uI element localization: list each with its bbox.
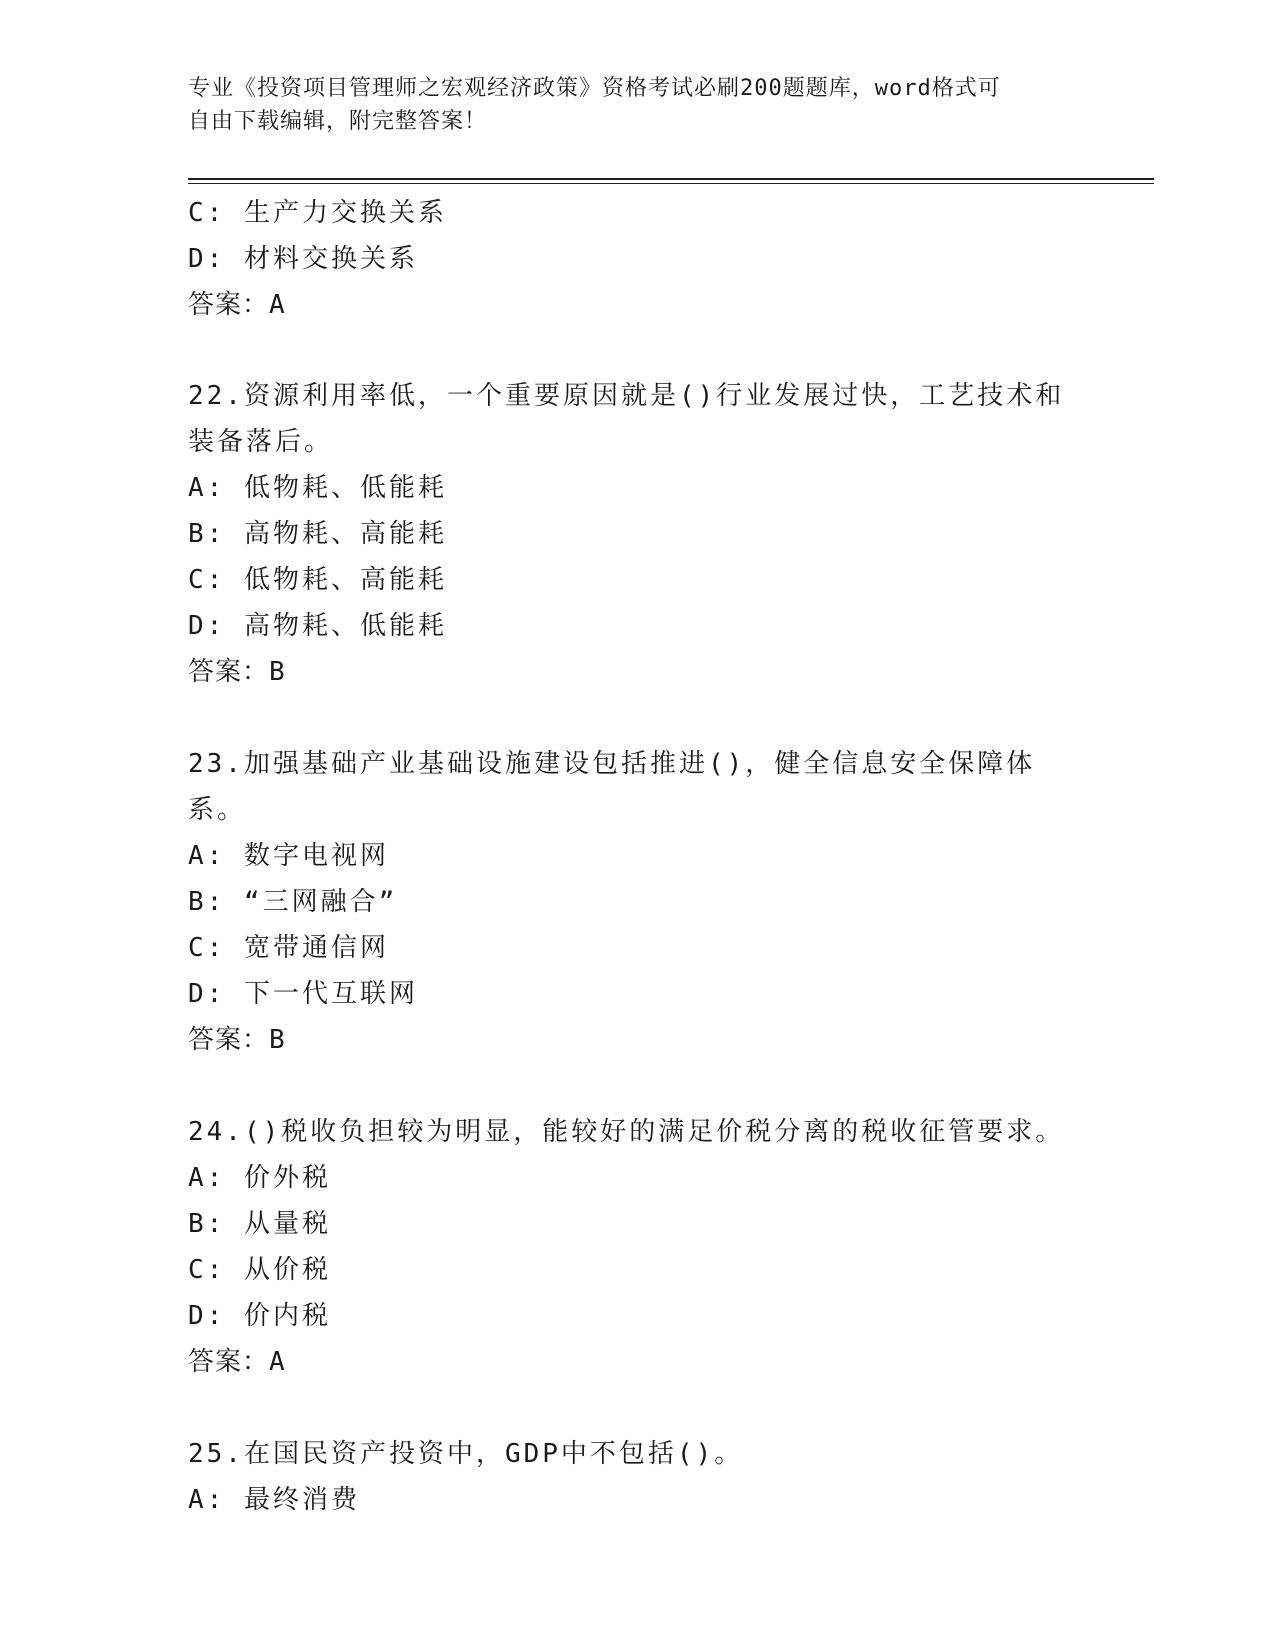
header-divider-thick <box>188 178 1154 180</box>
question-stem: 22.资源利用率低，一个重要原因就是()行业发展过快，工艺技术和装备落后。 <box>188 381 1065 457</box>
document-header <box>188 72 1068 138</box>
question-stem: 23.加强基础产业基础设施建设包括推进()，健全信息安全保障体系。 <box>188 749 1036 825</box>
header-divider-thin <box>188 183 1154 184</box>
header-line-2: 自由下载编辑，附完整答案！ <box>188 109 488 134</box>
question-22 <box>188 373 1088 695</box>
option-b: B: “三网融合” <box>188 887 398 917</box>
option-a: A: 低物耗、低能耗 <box>188 473 447 503</box>
option-a: A: 最终消费 <box>188 1485 360 1515</box>
option-c: C: 生产力交换关系 <box>188 198 447 228</box>
question-23 <box>188 741 1088 1063</box>
answer-label: 答案：B <box>188 657 286 687</box>
option-a: A: 数字电视网 <box>188 841 389 871</box>
answer-label: 答案：B <box>188 1025 286 1055</box>
option-d: D: 材料交换关系 <box>188 244 418 274</box>
option-b: B: 高物耗、高能耗 <box>188 519 447 549</box>
question-21-continuation <box>188 190 1088 328</box>
option-b: B: 从量税 <box>188 1209 331 1239</box>
question-list <box>188 190 1088 1523</box>
option-c: C: 宽带通信网 <box>188 933 389 963</box>
answer-label: 答案：A <box>188 1347 286 1377</box>
question-24 <box>188 1109 1088 1385</box>
question-stem: 24.()税收负担较为明显，能较好的满足价税分离的税收征管要求。 <box>188 1117 1065 1147</box>
option-c: C: 从价税 <box>188 1255 331 1285</box>
option-d: D: 高物耗、低能耗 <box>188 611 447 641</box>
question-stem: 25.在国民资产投资中，GDP中不包括()。 <box>188 1439 744 1469</box>
option-d: D: 价内税 <box>188 1301 331 1331</box>
header-line-1: 专业《投资项目管理师之宏观经济政策》资格考试必刷200题题库，word格式可 <box>188 76 1001 101</box>
question-25 <box>188 1431 1088 1523</box>
option-c: C: 低物耗、高能耗 <box>188 565 447 595</box>
option-a: A: 价外税 <box>188 1163 331 1193</box>
answer-label: 答案：A <box>188 290 286 320</box>
option-d: D: 下一代互联网 <box>188 979 418 1009</box>
